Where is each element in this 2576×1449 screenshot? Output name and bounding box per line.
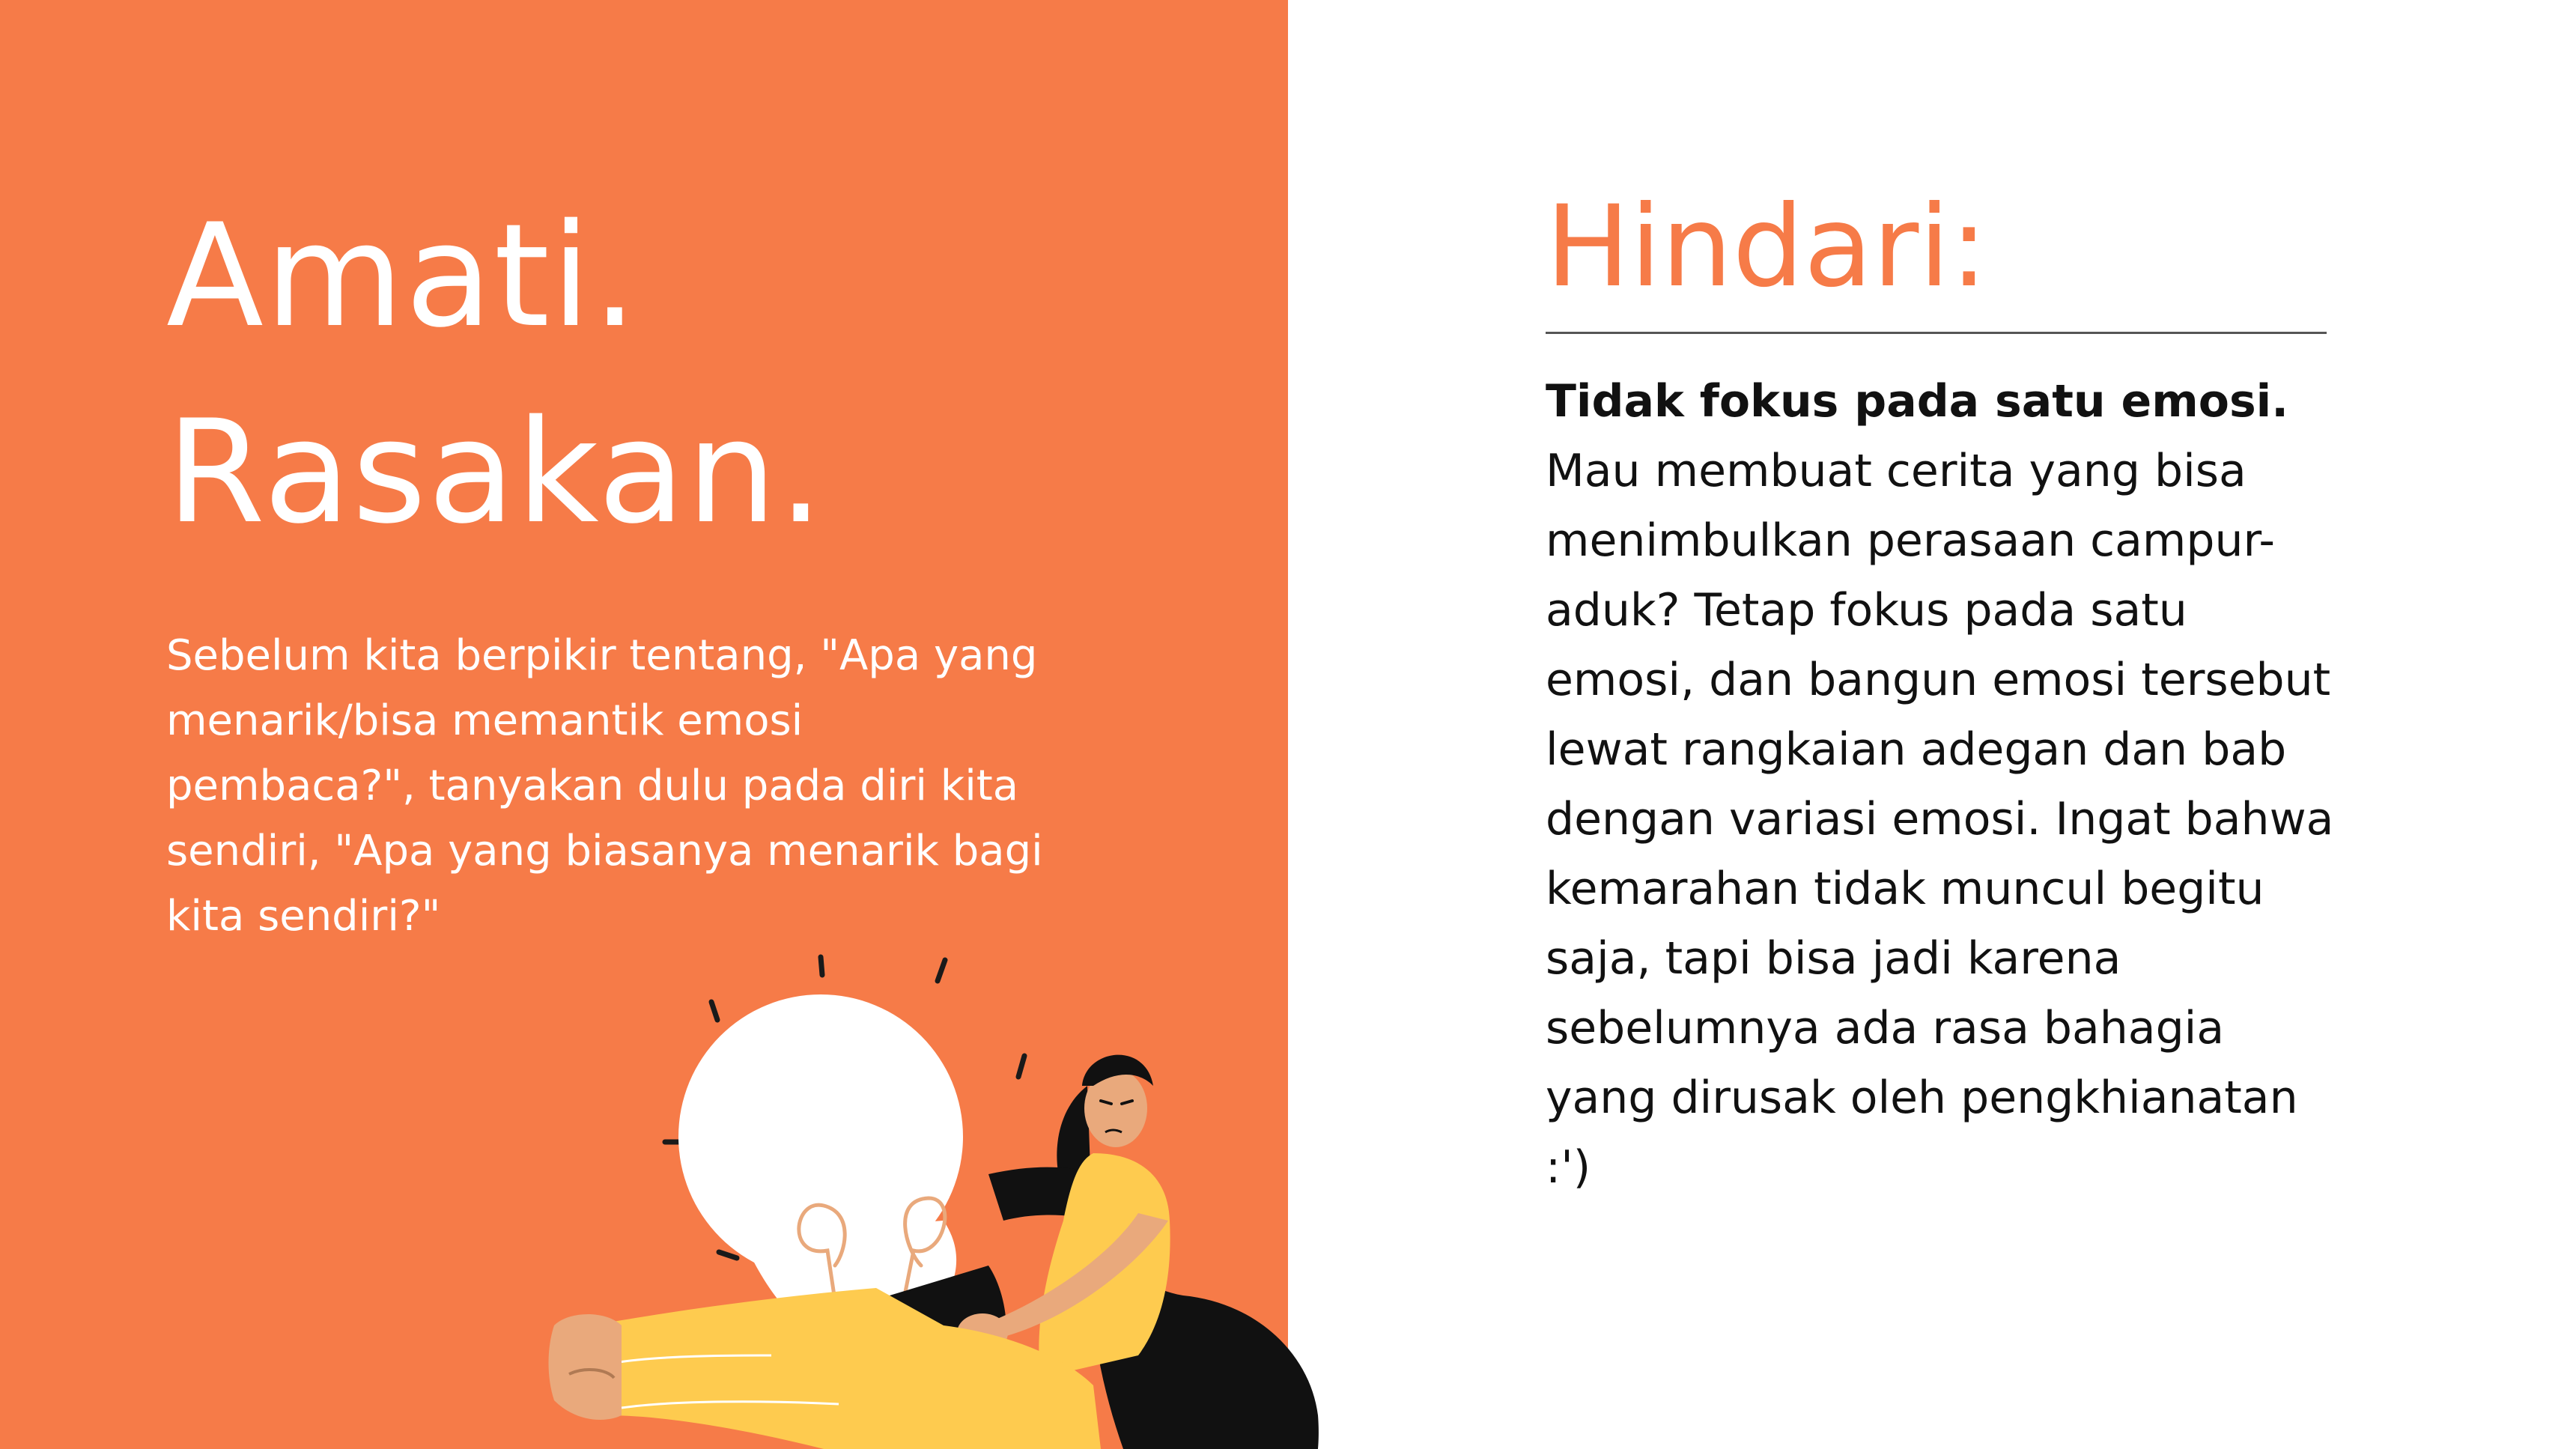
avoid-paragraph — [1546, 367, 2347, 1203]
intro-paragraph: Sebelum kita berpikir tentang, "Apa yang menarik/bisa memantik emosi pembaca?", tanyakan dulu pada diri kita sendiri, "Apa yang biasanya menarik bagi kita sendiri?" — [166, 631, 1043, 941]
heading-line-amati: Amati. — [166, 193, 640, 359]
avoid-heading: Hindari: — [1546, 182, 1988, 312]
heading-divider — [1546, 332, 2327, 334]
main-heading — [166, 178, 825, 571]
avoid-body-text: Mau membuat cerita yang bisa menimbulkan perasaan campur-aduk? Tetap fokus pada satu emosi, dan bangun emosi tersebut lewat rangkaian adegan dan bab dengan variasi emosi. Ingat bahwa kemarahan tidak muncul begitu saja, tapi bisa jadi karena sebelumnya ada rasa bahagia yang dirusak oleh pengkhianatan :') — [1546, 445, 2334, 1194]
avoid-lead-bold: Tidak fokus pada satu emosi. — [1546, 375, 2289, 428]
lightbulb-illustration — [524, 936, 1460, 1449]
heading-line-rasakan: Rasakan. — [166, 389, 825, 555]
